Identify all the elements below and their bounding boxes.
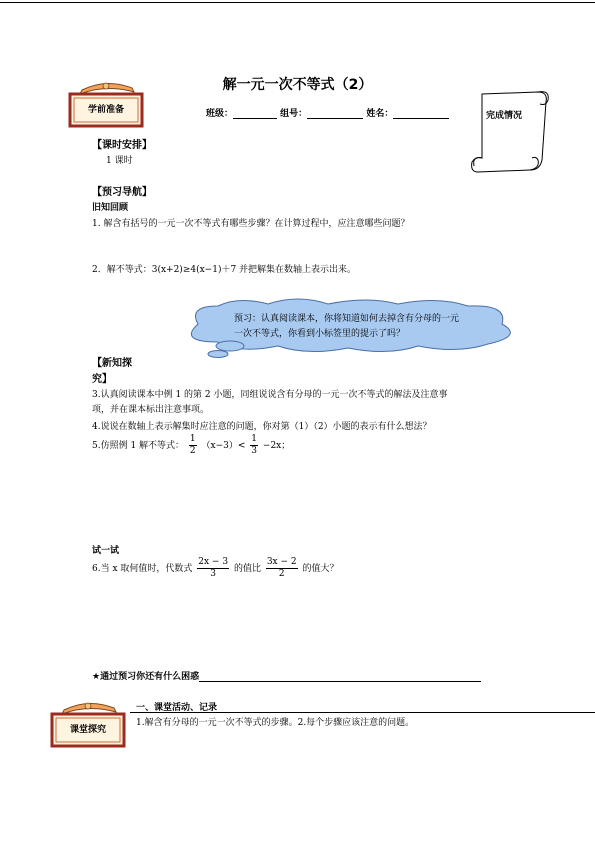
class-activity-heading: 一、课堂活动、记录	[136, 703, 218, 713]
page-title: 解一元一次不等式（2）	[222, 77, 373, 93]
q6-fraction-2	[266, 557, 298, 580]
completion-label: 完成情况	[486, 111, 523, 121]
top-rule	[0, 2, 595, 3]
try-heading: 试一试	[92, 546, 120, 556]
explore-heading-a: 【新知探	[92, 358, 132, 369]
cloud-text-line2: 一次不等式，你看到小标签里的提示了吗？	[234, 329, 406, 339]
confusion-blank[interactable]	[199, 673, 481, 682]
q5-suffix: −2x；	[262, 441, 291, 451]
review-heading: 旧知回顾	[92, 203, 129, 213]
class-activity-text: 1.解含有分母的一元一次不等式的步骤。2.每个步骤应该注意的问题。	[136, 718, 415, 728]
preview-heading: 【预习导航】	[92, 187, 152, 198]
q6-fraction-1	[197, 557, 229, 580]
class-blank[interactable]	[233, 110, 277, 119]
question-5	[92, 434, 290, 457]
q6-prefix: 6.当 x 取何值时，代数式	[92, 564, 193, 574]
question-1: 1. 解含有括号的一元一次不等式有哪些步骤？在计算过程中，应注意哪些问题？	[92, 219, 410, 229]
preview-cloud	[168, 296, 528, 360]
class-explore-badge	[46, 700, 130, 750]
q5-frac2-num: 1	[251, 434, 258, 444]
student-info-fields	[206, 106, 449, 119]
cloud-text-line1: 预习：认真阅读课本，你将知道如何去掉含有分母的一元	[234, 314, 460, 324]
q5-frac2-den: 3	[251, 446, 258, 456]
q6-frac1-num: 2x − 3	[198, 557, 229, 567]
q5-frac1-num: 1	[189, 434, 196, 444]
q6-mid: 的值比	[233, 564, 261, 574]
prep-badge-label: 学前准备	[87, 105, 124, 115]
question-6	[92, 557, 339, 580]
q6-frac2-num: 3x − 2	[266, 557, 297, 567]
explore-heading-b: 究】	[92, 374, 112, 385]
q5-fraction-2	[250, 434, 258, 457]
q5-frac1-den: 2	[189, 446, 196, 456]
schedule-value: 1 课时	[106, 156, 133, 166]
class-explore-label: 课堂探究	[69, 725, 106, 735]
name-label: 姓名：	[366, 109, 394, 119]
question-3-line1: 3.认真阅读课本中例 1 的第 2 小题，同组说说含有分母的一元一次不等式的解法及注意事	[92, 390, 448, 400]
paper-scroll-icon	[468, 86, 552, 176]
class-activity-rule	[130, 712, 595, 713]
q6-frac1-den: 3	[210, 569, 217, 579]
class-label: 班级：	[206, 109, 234, 119]
confusion-prompt	[92, 669, 481, 682]
confusion-label: ★通过预习你还有什么困惑	[92, 672, 200, 682]
q6-suffix: 的值大？	[302, 564, 339, 574]
group-label: 组号：	[280, 109, 308, 119]
question-4: 4.说说在数轴上表示解集时应注意的问题，你对第（1）（2）小题的表示有什么想法？	[92, 422, 432, 432]
question-2: 2．解不等式：3(x+2)≥4(x−1)＋7 并把解集在数轴上表示出来。	[92, 265, 357, 275]
q5-mid: （x−3）<	[201, 441, 246, 451]
q5-fraction-1	[189, 434, 197, 457]
completion-scroll	[468, 86, 552, 176]
schedule-heading: 【课时安排】	[92, 140, 152, 151]
name-blank[interactable]	[393, 110, 449, 119]
q6-frac2-den: 2	[278, 569, 285, 579]
group-blank[interactable]	[307, 110, 363, 119]
q5-prefix: 5.仿照例 1 解不等式：	[92, 441, 185, 451]
question-3-line2: 项，并在课本标出注意事项。	[92, 405, 210, 415]
